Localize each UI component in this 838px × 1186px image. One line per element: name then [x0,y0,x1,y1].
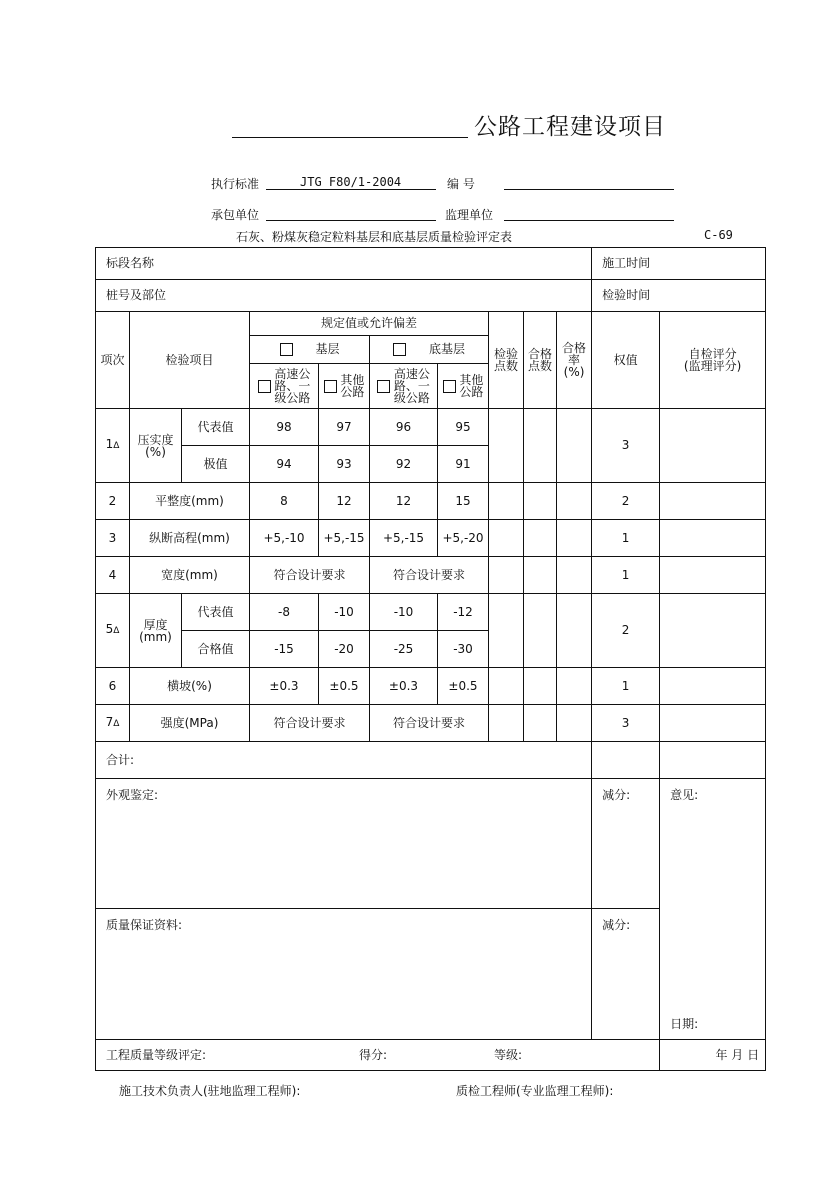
col-base [250,336,370,364]
value-cell: 93 [319,446,370,483]
pass-pts-cell[interactable] [524,483,557,520]
construction-time-label: 施工时间 [602,256,651,270]
appearance-cell[interactable] [96,779,592,909]
sub-item: 合格值 [182,631,250,668]
value-cell: +5,-15 [370,520,438,557]
key-item-mark: Δ [113,718,120,729]
section-name-cell[interactable] [96,248,592,280]
check-pts-cell[interactable] [489,705,524,742]
value-cell: 91 [438,446,489,483]
key-item-mark: Δ [113,626,120,636]
project-name-line [232,137,468,138]
no-label: 编 号 [447,177,475,191]
weight-cell: 2 [592,483,660,520]
total-row [96,742,766,779]
item-no: 6 [96,668,130,705]
value-cell: 符合设计要求 [370,705,489,742]
self-score-cell[interactable] [660,483,766,520]
weight-cell: 3 [592,705,660,742]
construction-time-cell[interactable] [592,248,766,280]
page-title: 公路工程建设项目 [474,114,666,140]
value-cell: 8 [250,483,319,520]
pass-rate-cell[interactable] [557,557,592,594]
col-subbase-highway: 高速公 路、一 级公路 [370,364,438,409]
pass-rate-cell[interactable] [557,705,592,742]
table-row [96,483,766,520]
value-cell: 95 [438,409,489,446]
table-row [96,668,766,705]
score-label: 得分: [359,1048,388,1062]
value-cell: ±0.3 [370,668,438,705]
pass-rate-cell[interactable] [557,594,592,668]
value-cell: 符合设计要求 [370,557,489,594]
value-cell: -25 [370,631,438,668]
value-cell: +5,-15 [319,520,370,557]
item-no: 3 [96,520,130,557]
pass-pts-cell[interactable] [524,409,557,483]
check-pts-cell[interactable] [489,520,524,557]
form-code: C-69 [704,228,733,242]
grade-label: 工程质量等级评定: [106,1048,207,1062]
std-label: 执行标准 [211,177,260,191]
contractor-label: 承包单位 [211,208,260,222]
item-no: 2 [96,483,130,520]
col-base-other: 其他 公路 [319,364,370,409]
item-no: 5Δ [96,594,130,668]
quality-docs-label: 质量保证资料: [106,918,183,932]
level-label: 等级: [494,1048,523,1062]
item-name: 强度(MPa) [130,705,250,742]
self-score-cell[interactable] [660,520,766,557]
col-subbase-other: 其他 公路 [438,364,489,409]
item-name: 纵断高程(mm) [130,520,250,557]
check-pts-cell[interactable] [489,409,524,483]
value-cell: +5,-10 [250,520,319,557]
weight-cell: 1 [592,557,660,594]
pass-rate-cell[interactable] [557,483,592,520]
value-cell: 12 [319,483,370,520]
col-pass-pts: 合格 点数 [524,312,557,409]
table-row [96,705,766,742]
value-cell: +5,-20 [438,520,489,557]
key-item-mark: Δ [113,441,120,451]
self-score-cell[interactable] [660,594,766,668]
supervisor-field[interactable] [504,220,674,221]
self-score-cell[interactable] [660,668,766,705]
value-cell: -10 [319,594,370,631]
date-ymd: 年 月 日 [715,1047,760,1062]
item-name: 厚度 (mm) [130,594,182,668]
inspection-time-cell[interactable] [592,280,766,312]
item-name: 平整度(mm) [130,483,250,520]
date-ymd-cell[interactable] [660,1040,766,1071]
value-cell: 97 [319,409,370,446]
value-cell: -15 [250,631,319,668]
value-cell: 98 [250,409,319,446]
item-no: 7Δ [96,705,130,742]
form-subtitle: 石灰、粉煤灰稳定粒料基层和底基层质量检验评定表 [236,230,513,244]
table-row [96,520,766,557]
self-score-cell[interactable] [660,409,766,483]
opinion-label: 意见: [670,788,699,802]
total-score-cell[interactable] [660,742,766,779]
table-row [96,557,766,594]
base-highway-checkbox[interactable] [258,380,271,393]
weight-cell: 3 [592,409,660,483]
supervisor-label: 监理单位 [445,208,494,222]
base-checkbox[interactable] [280,343,293,356]
total-cell[interactable] [96,742,592,779]
footer-qc-engineer: 质检工程师(专业监理工程师): [456,1084,614,1098]
value-cell: 符合设计要求 [250,705,370,742]
col-check-pts: 检验 点数 [489,312,524,409]
check-pts-cell[interactable] [489,557,524,594]
check-pts-cell[interactable] [489,594,524,668]
subbase-highway-checkbox[interactable] [377,380,390,393]
col-weight: 权值 [592,312,660,409]
item-name: 横坡(%) [130,668,250,705]
check-pts-cell[interactable] [489,668,524,705]
value-cell: ±0.3 [250,668,319,705]
pass-pts-cell[interactable] [524,520,557,557]
value-cell: -20 [319,631,370,668]
value-cell: 94 [250,446,319,483]
table-row [96,594,766,631]
footer-tech-lead: 施工技术负责人(驻地监理工程师): [119,1084,301,1098]
weight-cell: 1 [592,668,660,705]
appearance-label: 外观鉴定: [106,788,159,802]
deduct-label: 减分: [602,918,631,932]
contractor-field[interactable] [266,220,436,221]
inspection-table [95,247,766,1071]
subbase-other-checkbox[interactable] [443,380,456,393]
value-cell: ±0.5 [438,668,489,705]
value-cell: 12 [370,483,438,520]
item-name: 压实度 (%) [130,409,182,483]
value-cell: -12 [438,594,489,631]
value-cell: ±0.5 [319,668,370,705]
no-field[interactable] [504,189,674,190]
self-score-cell[interactable] [660,705,766,742]
value-cell: 符合设计要求 [250,557,370,594]
weight-cell: 2 [592,594,660,668]
col-pass-rate: 合格 率 (%) [557,312,592,409]
opinion-cell[interactable] [660,779,766,1040]
pass-pts-cell[interactable] [524,594,557,668]
deduct-label: 减分: [602,788,631,802]
pass-pts-cell[interactable] [524,705,557,742]
col-subbase [370,336,489,364]
subbase-checkbox[interactable] [393,343,406,356]
sub-item: 代表值 [182,409,250,446]
pass-rate-cell[interactable] [557,668,592,705]
total-label: 合计: [106,752,135,767]
grade-cell[interactable] [96,1040,660,1071]
pass-rate-cell[interactable] [557,520,592,557]
col-self-score: 自检评分 (监理评分) [660,312,766,409]
pass-pts-cell[interactable] [524,557,557,594]
value-cell: 96 [370,409,438,446]
sub-item: 代表值 [182,594,250,631]
date-label: 日期: [670,1017,699,1031]
pass-rate-cell[interactable] [557,409,592,483]
std-value: JTG F80/1-2004 [300,175,402,189]
item-no: 4 [96,557,130,594]
base-label: 基层 [315,342,340,356]
value-cell: -8 [250,594,319,631]
sub-item: 极值 [182,446,250,483]
std-underline [266,189,436,190]
subbase-label: 底基层 [428,342,465,356]
item-name: 宽度(mm) [130,557,250,594]
appearance-deduct-cell[interactable] [592,779,660,909]
col-spec: 规定值或允许偏差 [250,312,489,336]
section-name-label: 标段名称 [106,256,155,270]
weight-cell: 1 [592,520,660,557]
value-cell: 92 [370,446,438,483]
stake-cell[interactable] [96,280,592,312]
base-other-checkbox[interactable] [324,380,337,393]
pass-pts-cell[interactable] [524,668,557,705]
col-base-highway: 高速公 路、一 级公路 [250,364,319,409]
value-cell: 15 [438,483,489,520]
quality-docs-deduct-cell[interactable] [592,909,660,1040]
value-cell: -10 [370,594,438,631]
stake-label: 桩号及部位 [106,288,167,302]
col-item-no: 项次 [96,312,130,409]
self-score-cell[interactable] [660,557,766,594]
inspection-time-label: 检验时间 [602,288,651,302]
item-no: 1Δ [96,409,130,483]
total-weight-cell[interactable] [592,742,660,779]
value-cell: -30 [438,631,489,668]
check-pts-cell[interactable] [489,483,524,520]
table-row [96,409,766,446]
quality-docs-cell[interactable] [96,909,592,1040]
col-item: 检验项目 [130,312,250,409]
